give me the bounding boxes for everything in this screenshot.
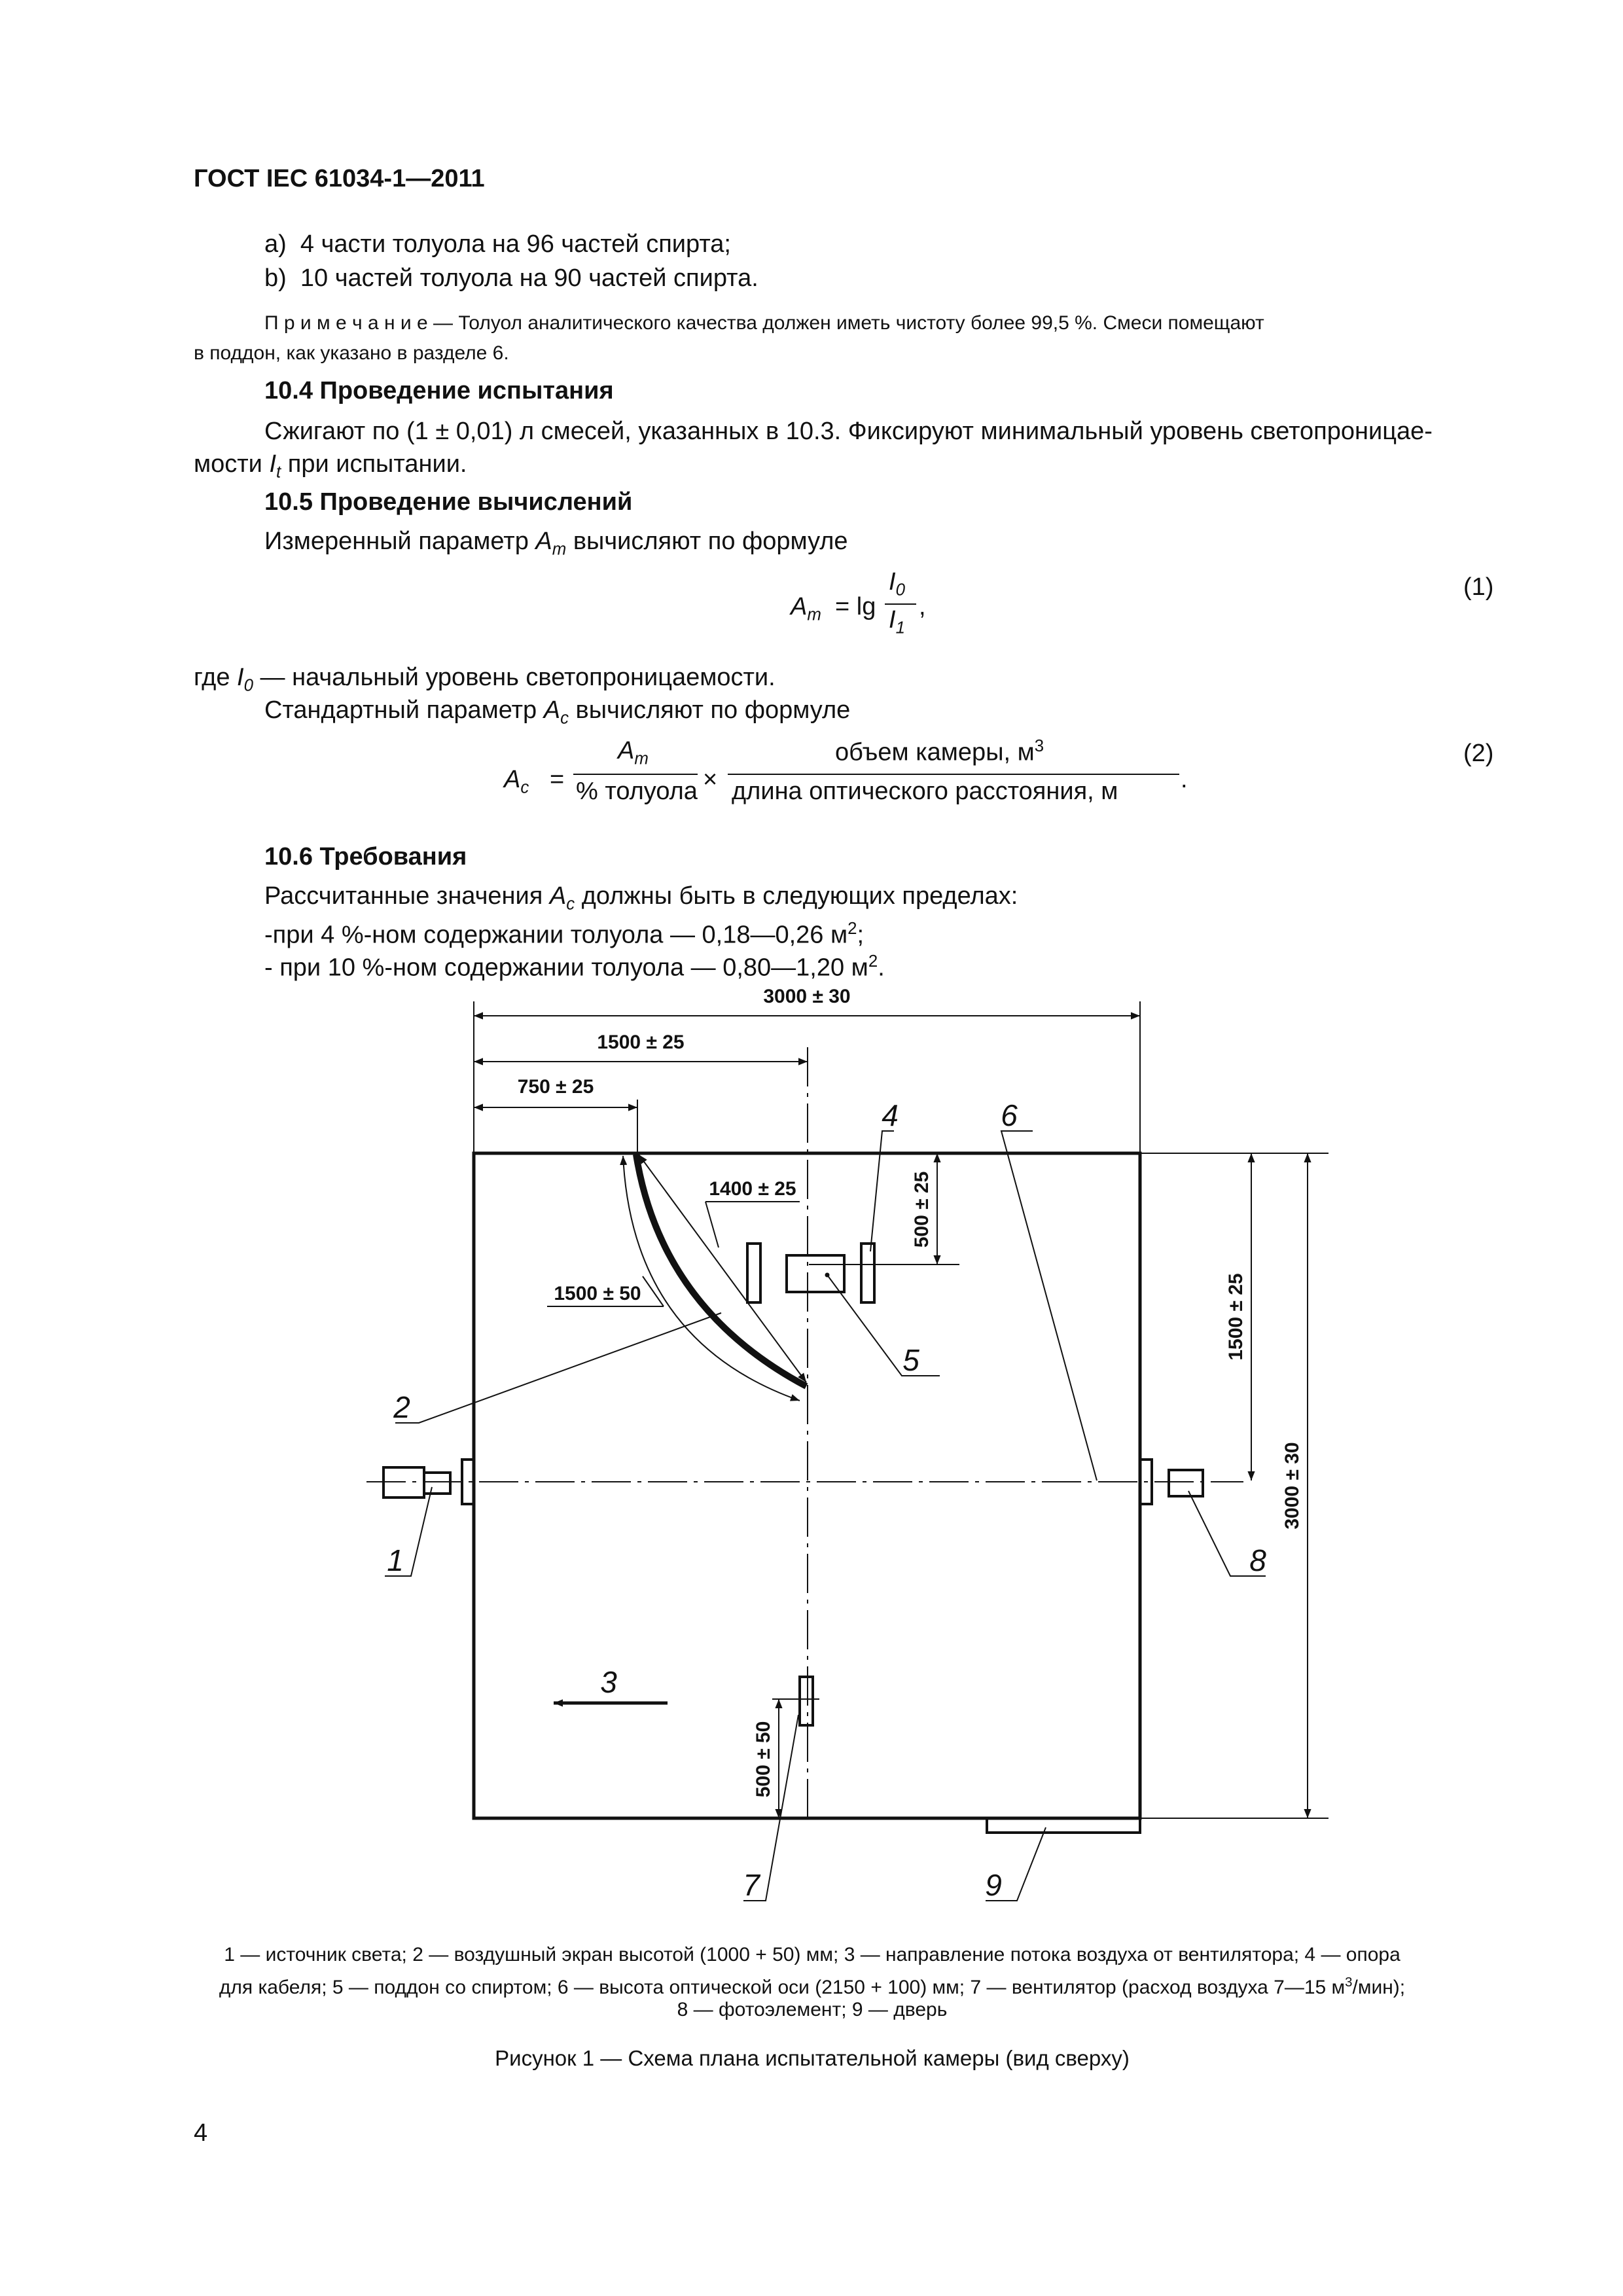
text: ; — [857, 921, 865, 949]
dim-total-height-label: 3000 ± 30 — [1281, 1442, 1303, 1530]
subscript: t — [276, 463, 281, 482]
text: Стандартный параметр — [264, 696, 544, 724]
text: должны быть в следующих пределах: — [575, 882, 1018, 910]
text: вычисляют по формуле — [568, 696, 851, 724]
text: Рассчитанные значения — [264, 882, 550, 910]
leader-line-6 — [1001, 1131, 1097, 1480]
variable: A — [535, 528, 552, 555]
note-label: П р и м е ч а н и е — [264, 312, 428, 334]
figure-legend-line-1: 1 — источник света; 2 — воздушный экран высотой (1000 + 50) мм; 3 — направление потока воздуха от вентилятора; 4 — опора — [224, 1944, 1400, 1965]
label-7: 7 — [743, 1868, 760, 1902]
label-4: 4 — [882, 1098, 899, 1132]
section-10-4-title: 10.4 Проведение испытания — [264, 377, 614, 404]
formula-numerator: $I_0$ — [889, 568, 905, 600]
text: -при 4 %-ном содержании толуола — 0,18—0,26 м — [264, 921, 848, 949]
formula-lhs: $A_c$ — [504, 766, 529, 797]
dim-fan-offset-label: 500 ± 50 — [753, 1721, 774, 1798]
document-header: ГОСТ IEC 61034-1—2011 — [194, 165, 485, 192]
superscript: 2 — [868, 952, 878, 971]
dim-arc-length-label: 1500 ± 50 — [554, 1283, 641, 1304]
leader-line — [643, 1276, 664, 1306]
label-9: 9 — [985, 1868, 1002, 1902]
dim-half-height-label: 1500 ± 25 — [1225, 1273, 1247, 1361]
formula-numerator: $A_m$ — [618, 737, 649, 768]
list-text: 10 частей толуола на 90 частей спирта. — [300, 264, 758, 292]
subscript: c — [566, 895, 575, 914]
figure-caption: Рисунок 1 — Схема плана испытательной камеры (вид сверху) — [495, 2046, 1130, 2070]
formula-lhs: $A_m$ — [791, 593, 821, 624]
cable-support-right — [861, 1244, 874, 1302]
formula-tail: . — [1181, 766, 1188, 793]
formula-2-number: (2) — [1463, 740, 1494, 767]
variable: A — [543, 696, 561, 724]
formula-1-number: (1) — [1463, 573, 1494, 601]
formula-denominator: % толуола — [576, 778, 698, 805]
text: . — [878, 954, 885, 982]
formula-denominator: длина оптического расстояния, м — [732, 778, 1118, 805]
section-10-6-title: 10.6 Требования — [264, 843, 467, 870]
formula-tail: , — [919, 593, 926, 620]
cable-support-left — [747, 1244, 760, 1302]
superscript: 3 — [1345, 1975, 1353, 1990]
formula-denominator: $I_1$ — [889, 606, 905, 637]
text: вычисляют по формуле — [566, 528, 848, 555]
text: для кабеля; 5 — поддон со спиртом; 6 — высота оптической оси (2150 + 100) мм; 7 — вентилятор (расход воздуха 7—15 м — [219, 1977, 1346, 1998]
leader-line — [705, 1202, 719, 1247]
text: Измеренный параметр — [264, 528, 536, 555]
formula-eq: = — [550, 766, 565, 793]
label-5: 5 — [902, 1343, 919, 1377]
variable: I — [269, 450, 277, 478]
note-line-2: в поддон, как указано в разделе 6. — [194, 342, 509, 364]
label-2: 2 — [393, 1390, 410, 1424]
page-number: 4 — [194, 2119, 208, 2147]
formula-eq: = lg — [835, 593, 876, 620]
leader-line-2 — [395, 1313, 721, 1423]
text: /мин); — [1352, 1977, 1406, 1998]
light-source-lens — [424, 1473, 450, 1494]
list-marker: b) — [264, 264, 287, 292]
fan — [800, 1677, 813, 1725]
subscript: 0 — [243, 676, 253, 695]
variable: I — [237, 664, 244, 691]
photocell — [1169, 1470, 1203, 1496]
formula-numerator: объем камеры, $м^3$ — [835, 737, 1044, 766]
note-text: — Толуол аналитического качества должен иметь чистоту более 99,5 %. Смеси помещают — [427, 312, 1264, 334]
section-10-5-title: 10.5 Проведение вычислений — [264, 488, 633, 516]
variable: A — [549, 882, 567, 910]
superscript: 2 — [847, 920, 857, 938]
dim-half-width-label: 1500 ± 25 — [597, 1031, 685, 1053]
formula-times: × — [703, 766, 718, 793]
door — [987, 1818, 1140, 1833]
list-marker: a) — [264, 230, 287, 258]
dim-quarter-width-label: 750 ± 25 — [517, 1076, 594, 1098]
dim-support-offset-label: 500 ± 25 — [911, 1171, 933, 1248]
label-1: 1 — [387, 1543, 404, 1577]
label-8: 8 — [1249, 1543, 1266, 1577]
text: мости — [194, 450, 270, 478]
label-6: 6 — [1001, 1098, 1018, 1132]
text: - при 10 %-ном содержании толуола — 0,80—1,20 м — [264, 954, 868, 982]
subscript: m — [552, 540, 567, 559]
dim-arc-chord-label: 1400 ± 25 — [709, 1178, 796, 1200]
list-text: 4 части толуола на 96 частей спирта; — [300, 230, 731, 258]
section-10-4-text-1: Сжигают по (1 ± 0,01) л смесей, указанных в 10.3. Фиксируют минимальный уровень светопроницае- — [264, 418, 1433, 445]
dim-total-width-label: 3000 ± 30 — [763, 986, 851, 1007]
text: где — [194, 664, 238, 691]
label-3: 3 — [600, 1665, 617, 1699]
leader-line-4 — [870, 1131, 894, 1251]
text: — начальный уровень светопроницаемости. — [253, 664, 776, 691]
subscript: c — [560, 709, 569, 728]
text: при испытании. — [281, 450, 467, 478]
figure-legend-line-3: 8 — фотоэлемент; 9 — дверь — [677, 1999, 948, 2020]
